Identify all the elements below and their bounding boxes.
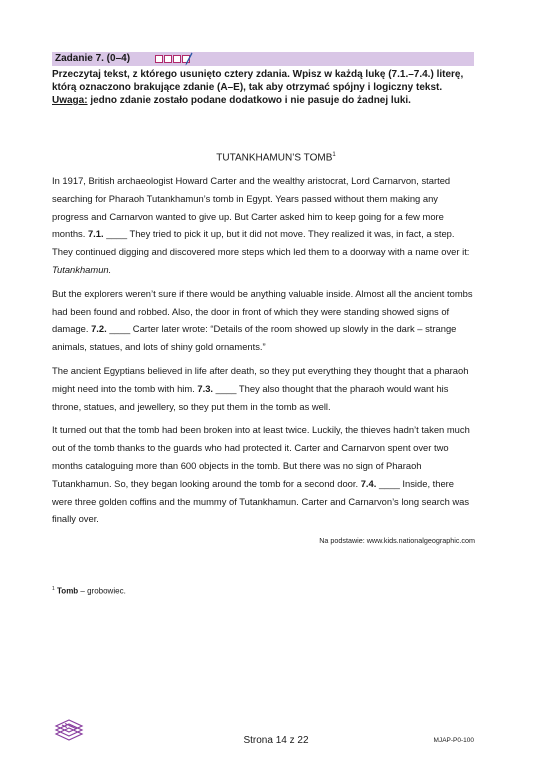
footnote-definition: – grobowiec. [78,586,126,596]
paragraph-text: The ancient Egyptians believed in life after death, so they put everything they thought that a pharaoh might need into the tomb with him. [52,364,469,394]
paragraph-text: It turned out that the tomb had been broken into at least twice. Luckily, the thieves hadn’t taken much out of the tomb thanks to the guards who had protected it. Carter and Carnarvon spent over two months cataloguing more than 600 objects in the tomb. But there was no sign of Pharaoh Tutankhamun. So, they began looking around the tomb for a second door. [52,424,470,489]
score-box [173,55,181,63]
tomb-name: Tutankhamun. [52,263,112,275]
score-box [155,55,163,63]
article-title [0,148,552,165]
paragraph [52,285,476,356]
paragraph [52,421,476,528]
exam-code: MJAP-P0-100 [433,737,474,744]
paragraph-text: ____ They tried to pick it up, but it did not move. They realized it was, in fact, a step. They continued digging and discovered more steps which led them to a doorway with a name over it: [52,228,470,258]
score-box [164,55,172,63]
gap-number: 7.3. [197,382,214,394]
task-header [52,52,474,66]
paragraph-text: ____ They also thought that the pharaoh would want his throne, statues, and jewellery, so they put them in the tomb as well. [52,382,449,412]
page-number: Strona 14 z 22 [243,735,309,746]
gap-number: 7.1. [87,228,104,240]
paragraph-text: But the explorers weren’t sure if there would be anything valuable inside. Almost all the ancient tombs had been found and robbed. Also, the door in front of which they were standing showed signs of damage. [52,287,473,335]
instruction-text: Przeczytaj tekst, z którego usunięto cztery zdania. Wpisz w każdą lukę (7.1.–7.4.) literę, którą oznaczono brakujące zdanie (A–E), tak aby otrzymać spójny i logiczny tekst. [52,69,464,93]
gap-number: 7.4. [360,477,377,489]
paragraph-text: ____ Inside, there were three golden coffins and the mummy of Tutankhamun. Carter and Carnarvon’s long search was finally over. [52,477,470,525]
footnote-mark: 1 [52,586,55,592]
article-body [52,172,476,534]
footnote-ref: 1 [332,152,336,158]
footnote [52,584,126,597]
footnote-term: Tomb [57,586,79,596]
article-title-text: TUTANKHAMUN’S TOMB [216,152,333,164]
source-citation: Na podstawie: www.kids.nationalgeographic.com [319,536,475,545]
note-text: jedno zdanie zostało podane dodatkowo i nie pasuje do żadnej luki. [87,95,411,106]
paragraph [52,362,476,415]
pencil-icon [185,52,193,66]
task-instructions [52,68,476,107]
note-label: Uwaga: [52,95,88,106]
paragraph [52,172,476,279]
paragraph-text: ____ Carter later wrote: “Details of the room showed up slowly in the dark – strange animals, statues, and lots of shiny gold ornaments.” [52,323,457,353]
gap-number: 7.2. [91,323,107,335]
task-title: Zadanie 7. (0–4) [55,53,131,64]
paragraph-text: In 1917, British archaeologist Howard Carter and the wealthy aristocrat, Lord Carnarvon, started searching for Pharaoh Tutankhamun’s tomb in Egypt. Years passed without them making any progress and Carnarvon wanted to give up. But Carter asked him to keep going for a few more months. [52,175,451,240]
